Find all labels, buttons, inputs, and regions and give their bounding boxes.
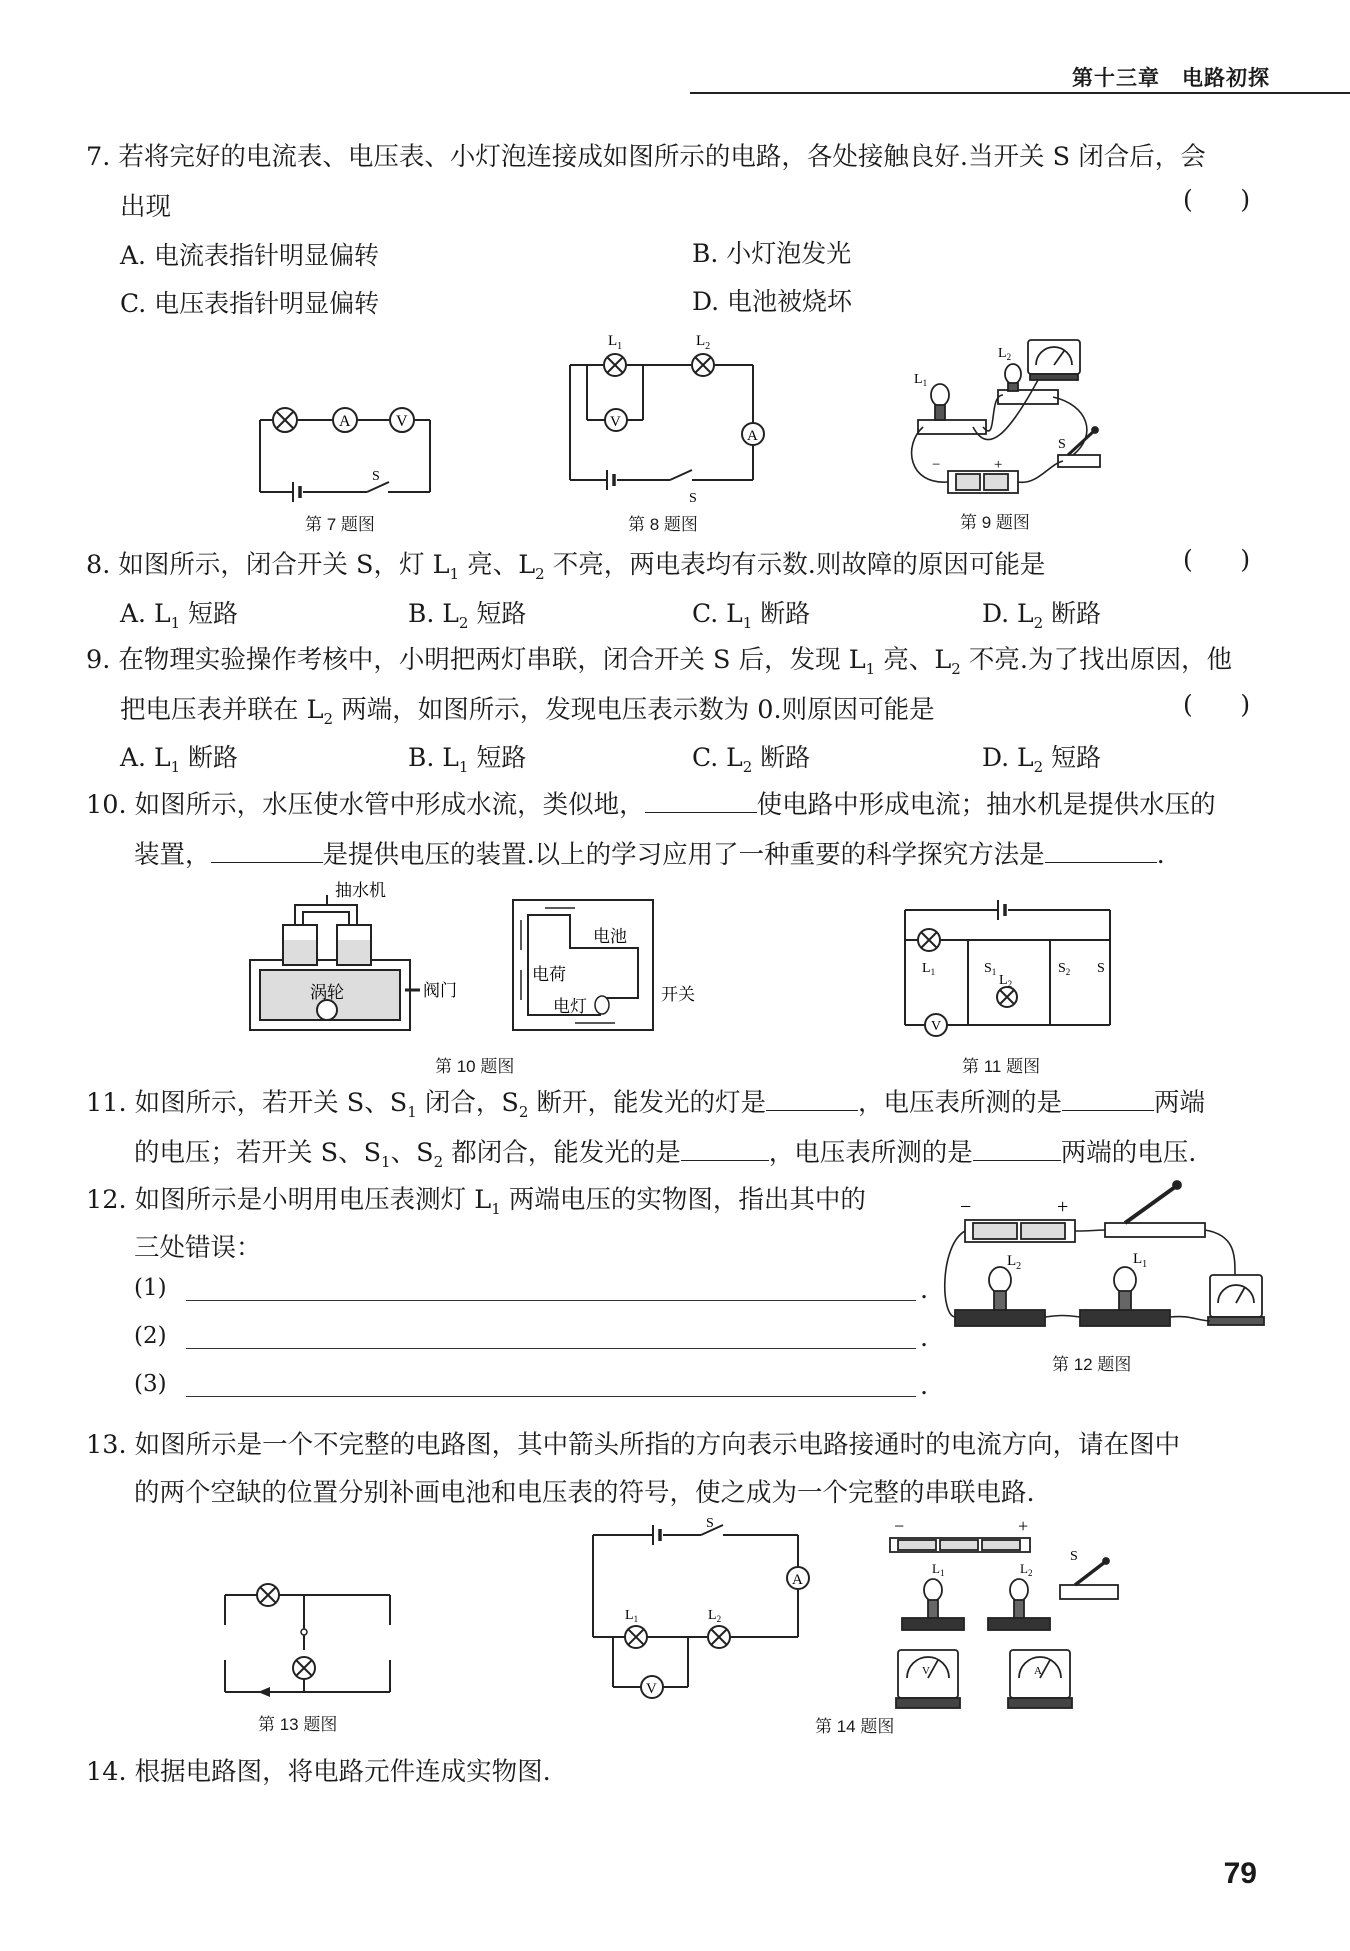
q8-line1: 8. 如图所示，闭合开关 S，灯 $L_1$ 亮、$L_2$ 不亮，两电表均有示数.则故障的原因可能是 (86, 550, 1046, 584)
figure-7-caption: 第 7 题图 (305, 515, 375, 534)
figure-9-apparatus (898, 335, 1118, 500)
q7-line1: 7. 若将完好的电流表、电压表、小灯泡连接成如图所示的电路，各处接触良好.当开关 S 闭合后，会 (86, 142, 1206, 172)
fig14-apparatus-switch-label: S (1070, 1549, 1078, 1564)
q11-line2: 的电压；若开关 S、$S_1$、$S_2$ 都闭合，能发光的是 ，电压表所测的是 两端的电压. (134, 1138, 1197, 1172)
fig7-voltmeter-label: V (396, 413, 408, 430)
q9-option-c: C. $L_2$ 断路 (692, 743, 811, 776)
fig10-switch-label: 开关 (661, 985, 695, 1004)
q12-item-3-label: (3) (134, 1371, 167, 1397)
fig12-l2-label: $L_2$ (1007, 1253, 1022, 1272)
fig14-apparatus-l2-label: $L_2$ (1020, 1561, 1033, 1578)
q12-answer-line-2[interactable] (186, 1348, 916, 1349)
q12-item-2-label: (2) (134, 1323, 167, 1349)
q7-line2: 出现 (120, 192, 172, 222)
page-number: 79 (1223, 1857, 1257, 1890)
figure-14-apparatus (880, 1510, 1150, 1720)
fig14-apparatus-l1-label: $L_1$ (932, 1561, 945, 1578)
fig10-lamp-label: 电灯 (553, 997, 587, 1016)
fig11-s2-label: $S_2$ (1058, 961, 1071, 977)
fig7-switch-label: S (372, 469, 380, 484)
q12-line2: 三处错误： (134, 1233, 262, 1263)
q11-blank-4[interactable] (973, 1160, 1061, 1161)
q10-line1: 10. 如图所示，水压使水管中形成水流，类似地， 使电路中形成电流；抽水机是提供水压的 (86, 790, 1216, 820)
figure-8-caption: 第 8 题图 (628, 515, 698, 534)
fig11-s1-label: $S_1$ (984, 961, 997, 977)
fig14-ammeter-label: A (792, 1572, 803, 1588)
q10-blank-3[interactable] (1045, 862, 1157, 863)
header-rule (690, 92, 1350, 94)
q8-answer-paren: ( ) (1183, 545, 1251, 574)
fig8-l1-label: $L_1$ (608, 333, 623, 352)
fig9-minus-label: − (932, 457, 941, 473)
q14-line1: 14. 根据电路图，将电路元件连成实物图. (86, 1757, 551, 1787)
q10-line2: 装置， 是提供电压的装置.以上的学习应用了一种重要的科学探究方法是 . (134, 840, 1165, 870)
fig14-voltmeter-label: V (646, 1681, 657, 1697)
q11-blank-2[interactable] (1062, 1110, 1154, 1111)
fig14-apparatus-ammeter-label: A (1034, 1665, 1042, 1677)
q7-option-d: D. 电池被烧坏 (692, 287, 853, 316)
fig11-l2-label: $L_2$ (999, 973, 1013, 989)
fig12-plus-label: + (1057, 1196, 1069, 1218)
fig14-minus-label: − (894, 1516, 905, 1536)
figure-7-circuit (255, 400, 435, 500)
fig10-turbine-label: 涡轮 (310, 983, 344, 1002)
figure-12-caption: 第 12 题图 (1052, 1355, 1132, 1374)
fig10-charge-label: 电荷 (532, 965, 566, 984)
q13-line2: 的两个空缺的位置分别补画电池和电压表的符号，使之成为一个完整的串联电路. (134, 1478, 1035, 1508)
figure-13-caption: 第 13 题图 (258, 1715, 338, 1734)
figure-10-caption: 第 10 题图 (435, 1057, 515, 1076)
q7-option-a: A. 电流表指针明显偏转 (120, 241, 379, 270)
chapter-header (1072, 62, 1270, 92)
fig11-voltmeter-label: V (931, 1019, 942, 1034)
figure-12-apparatus (935, 1175, 1275, 1340)
q12-item-1-label: (1) (134, 1275, 167, 1301)
q9-line1: 9. 在物理实验操作考核中，小明把两灯串联，闭合开关 S 后，发现 $L_1$ 亮、$L_2$ 不亮.为了找出原因，他 (86, 645, 1233, 679)
fig8-ammeter-label: A (747, 428, 758, 444)
figure-13-circuit (220, 1580, 395, 1700)
figure-9-caption: 第 9 题图 (960, 513, 1030, 532)
q8-option-d: D. $L_2$ 断路 (982, 599, 1102, 632)
fig14-switch-label: S (706, 1516, 714, 1531)
fig8-l2-label: $L_2$ (696, 333, 711, 352)
fig14-l2-label: $L_2$ (708, 1608, 722, 1624)
chapter-number: 第十三章 (1072, 66, 1160, 90)
fig8-voltmeter-label: V (610, 414, 621, 430)
q11-blank-1[interactable] (766, 1110, 858, 1111)
q12-item-3-end: . (920, 1371, 929, 1401)
fig10-pump-label: 抽水机 (335, 881, 386, 900)
fig9-l2-label: $L_2$ (998, 346, 1012, 362)
fig10-valve-label: 阀门 (423, 981, 457, 1000)
figure-8-circuit (565, 325, 770, 506)
fig10-battery-label: 电池 (593, 927, 627, 946)
q8-option-c: C. $L_1$ 断路 (692, 599, 811, 632)
q7-option-b: B. 小灯泡发光 (692, 239, 852, 268)
q9-answer-paren: ( ) (1183, 690, 1251, 719)
fig9-plus-label: + (994, 457, 1003, 473)
q13-line1: 13. 如图所示是一个不完整的电路图，其中箭头所指的方向表示电路接通时的电流方向，请在图中 (86, 1430, 1181, 1460)
q9-line2: 把电压表并联在 $L_2$ 两端，如图所示，发现电压表示数为 0.则原因可能是 (120, 695, 935, 729)
q7-option-c: C. 电压表指针明显偏转 (120, 289, 380, 318)
fig9-l1-label: $L_1$ (914, 372, 928, 388)
figure-14-caption: 第 14 题图 (815, 1717, 895, 1736)
figure-14-circuit (588, 1515, 813, 1705)
q11-line1: 11. 如图所示，若开关 S、$S_1$ 闭合，$S_2$ 断开，能发光的灯是 ，电压表所测的是 两端 (86, 1088, 1206, 1122)
fig14-l1-label: $L_1$ (625, 1608, 639, 1624)
q10-blank-2[interactable] (211, 862, 323, 863)
figure-11-circuit (900, 900, 1125, 1040)
fig11-s-label: S (1097, 961, 1105, 976)
q7-answer-paren: ( ) (1183, 185, 1251, 214)
q8-option-a: A. $L_1$ 短路 (120, 599, 239, 632)
q12-answer-line-1[interactable] (186, 1300, 916, 1301)
fig12-minus-label: − (960, 1196, 972, 1218)
q8-option-b: B. $L_2$ 短路 (408, 599, 527, 632)
fig8-switch-label: S (689, 491, 697, 506)
fig11-l1-label: $L_1$ (922, 961, 936, 977)
fig9-switch-label: S (1058, 437, 1066, 452)
q12-answer-line-3[interactable] (186, 1396, 916, 1397)
q9-option-b: B. $L_1$ 短路 (408, 743, 527, 776)
figure-10-water-analogy (245, 880, 695, 1040)
q12-item-2-end: . (920, 1323, 929, 1353)
fig7-ammeter-label: A (339, 413, 351, 430)
figure-11-caption: 第 11 题图 (962, 1057, 1041, 1076)
q10-blank-1[interactable] (645, 812, 757, 813)
fig12-l1-label: $L_1$ (1133, 1251, 1148, 1270)
q12-item-1-end: . (920, 1275, 929, 1305)
q12-line1: 12. 如图所示是小明用电压表测灯 $L_1$ 两端电压的实物图，指出其中的 (86, 1185, 866, 1219)
fig14-plus-label: + (1018, 1516, 1029, 1536)
q11-blank-3[interactable] (681, 1160, 769, 1161)
q9-option-a: A. $L_1$ 断路 (120, 743, 239, 776)
q9-option-d: D. $L_2$ 短路 (982, 743, 1102, 776)
chapter-title: 电路初探 (1182, 66, 1270, 90)
fig14-apparatus-voltmeter-label: V (922, 1665, 930, 1677)
